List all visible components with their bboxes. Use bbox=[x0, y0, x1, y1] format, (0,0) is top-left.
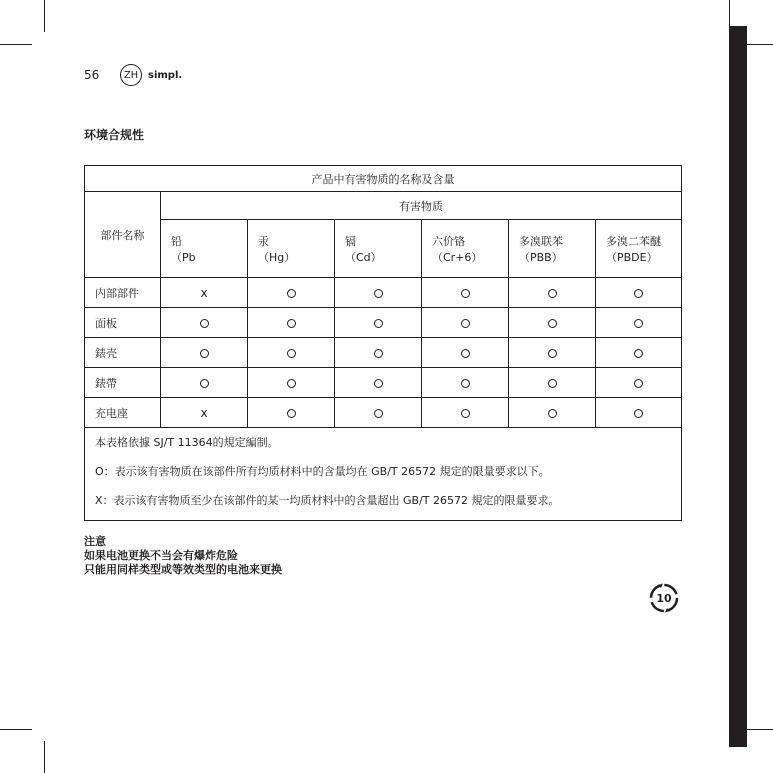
substance-value-cell bbox=[509, 338, 596, 368]
substance-header-cell bbox=[161, 220, 248, 278]
substance-symbol: （Cd） bbox=[345, 250, 382, 264]
substance-value-cell bbox=[335, 368, 422, 398]
crop-mark bbox=[0, 729, 32, 730]
substance-value-cell bbox=[161, 368, 248, 398]
substance-value-cell bbox=[422, 398, 509, 428]
hazardous-substances-table bbox=[84, 165, 682, 521]
substance-value-cell bbox=[248, 338, 335, 368]
compliant-circle-icon bbox=[287, 319, 296, 328]
compliant-circle-icon bbox=[200, 319, 209, 328]
substance-header-cell bbox=[248, 220, 335, 278]
substance-value-cell bbox=[596, 338, 682, 368]
page-number: 56 bbox=[84, 68, 100, 82]
table-title: 产品中有害物质的名称及含量 bbox=[85, 166, 682, 192]
compliant-circle-icon bbox=[287, 349, 296, 358]
table-row bbox=[85, 278, 682, 308]
exceeds-limit-mark: x bbox=[200, 405, 208, 420]
compliant-circle-icon bbox=[200, 379, 209, 388]
efup-label: 10 bbox=[656, 592, 672, 605]
compliant-circle-icon bbox=[634, 349, 643, 358]
compliant-circle-icon bbox=[461, 349, 470, 358]
substance-symbol: （Hg） bbox=[258, 250, 296, 264]
substance-symbol: （PBDE） bbox=[606, 250, 658, 264]
substance-header-cell bbox=[509, 220, 596, 278]
substance-value-cell bbox=[422, 368, 509, 398]
crop-mark bbox=[0, 44, 32, 45]
compliant-circle-icon bbox=[634, 319, 643, 328]
substance-name: 铅 bbox=[171, 234, 182, 248]
substance-value-cell bbox=[596, 368, 682, 398]
part-name-cell: 内部部件 bbox=[85, 278, 161, 308]
compliant-circle-icon bbox=[461, 319, 470, 328]
battery-caution bbox=[84, 535, 282, 577]
compliant-circle-icon bbox=[548, 289, 557, 298]
substance-value-cell bbox=[596, 398, 682, 428]
note-x-definition: X：表示该有害物质至少在该部件的某一均质材料中的含量超出 GB/T 26572 規定的限量要求。 bbox=[95, 494, 560, 507]
substance-value-cell bbox=[509, 278, 596, 308]
compliant-circle-icon bbox=[374, 349, 383, 358]
substances-header: 有害物质 bbox=[161, 192, 682, 220]
note-o-definition: O：表示该有害物质在该部件所有均质材料中的含量均在 GB/T 26572 規定的限量要求以下。 bbox=[95, 465, 550, 478]
compliant-circle-icon bbox=[374, 379, 383, 388]
language-badge: ZH bbox=[120, 64, 142, 86]
compliant-circle-icon bbox=[634, 289, 643, 298]
substance-name: 六价铬 bbox=[432, 234, 465, 248]
substance-value-cell bbox=[248, 398, 335, 428]
compliant-circle-icon bbox=[461, 379, 470, 388]
substance-value-cell bbox=[422, 278, 509, 308]
substance-header-cell bbox=[335, 220, 422, 278]
substance-name: 多溴二苯醚 bbox=[606, 234, 661, 248]
substance-value-cell bbox=[335, 278, 422, 308]
part-name-cell: 錶壳 bbox=[85, 338, 161, 368]
compliant-circle-icon bbox=[461, 289, 470, 298]
substance-value-cell bbox=[161, 308, 248, 338]
caution-heading: 注意 bbox=[84, 535, 106, 548]
compliant-circle-icon bbox=[634, 409, 643, 418]
compliant-circle-icon bbox=[461, 409, 470, 418]
substance-value-cell bbox=[422, 308, 509, 338]
compliant-circle-icon bbox=[287, 379, 296, 388]
table-row bbox=[85, 398, 682, 428]
efup-10-icon bbox=[648, 582, 680, 614]
substance-value-cell bbox=[335, 308, 422, 338]
caution-line: 只能用同样类型或等效类型的电池来更换 bbox=[84, 563, 282, 576]
substance-value-cell bbox=[509, 308, 596, 338]
brand-logo: simpl. bbox=[148, 69, 183, 81]
substance-value-cell bbox=[248, 278, 335, 308]
substance-value-cell bbox=[596, 308, 682, 338]
table-row bbox=[85, 338, 682, 368]
page-header bbox=[84, 64, 182, 86]
compliant-circle-icon bbox=[374, 319, 383, 328]
compliant-circle-icon bbox=[374, 409, 383, 418]
compliant-circle-icon bbox=[634, 379, 643, 388]
table-row bbox=[85, 308, 682, 338]
substance-value-cell bbox=[248, 308, 335, 338]
part-name-cell: 充电座 bbox=[85, 398, 161, 428]
page-edge-bar bbox=[729, 26, 747, 747]
compliant-circle-icon bbox=[287, 409, 296, 418]
substance-value-cell bbox=[509, 398, 596, 428]
table-row bbox=[85, 368, 682, 398]
crop-mark bbox=[44, 0, 45, 32]
substance-value-cell bbox=[161, 398, 248, 428]
compliant-circle-icon bbox=[548, 379, 557, 388]
part-name-header: 部件名称 bbox=[85, 192, 161, 278]
compliant-circle-icon bbox=[287, 289, 296, 298]
substance-header-cell bbox=[422, 220, 509, 278]
substance-name: 镉 bbox=[345, 234, 356, 248]
table-notes bbox=[85, 428, 682, 521]
substance-symbol: （Pb bbox=[171, 250, 196, 264]
table-body bbox=[85, 278, 682, 428]
substance-header-cell bbox=[596, 220, 682, 278]
compliant-circle-icon bbox=[548, 349, 557, 358]
substance-value-cell bbox=[335, 338, 422, 368]
compliant-circle-icon bbox=[548, 409, 557, 418]
compliant-circle-icon bbox=[200, 349, 209, 358]
substance-symbol: （Cr+6） bbox=[432, 250, 483, 264]
substance-value-cell bbox=[161, 278, 248, 308]
substance-symbol: （PBB） bbox=[519, 250, 563, 264]
note-standard: 本表格依據 SJ/T 11364的規定編制。 bbox=[95, 436, 279, 449]
section-title: 环境合规性 bbox=[84, 128, 145, 142]
substance-header-row bbox=[85, 220, 682, 278]
substance-value-cell bbox=[335, 398, 422, 428]
part-name-cell: 面板 bbox=[85, 308, 161, 338]
substance-value-cell bbox=[596, 278, 682, 308]
exceeds-limit-mark: x bbox=[200, 285, 208, 300]
caution-line: 如果电池更换不当会有爆炸危险 bbox=[84, 549, 238, 562]
substance-value-cell bbox=[509, 368, 596, 398]
crop-mark bbox=[44, 741, 45, 773]
substance-value-cell bbox=[248, 368, 335, 398]
part-name-cell: 錶帶 bbox=[85, 368, 161, 398]
substance-name: 多溴联苯 bbox=[519, 234, 563, 248]
compliant-circle-icon bbox=[548, 319, 557, 328]
substance-name: 汞 bbox=[258, 234, 269, 248]
compliant-circle-icon bbox=[374, 289, 383, 298]
substance-value-cell bbox=[422, 338, 509, 368]
substance-value-cell bbox=[161, 338, 248, 368]
